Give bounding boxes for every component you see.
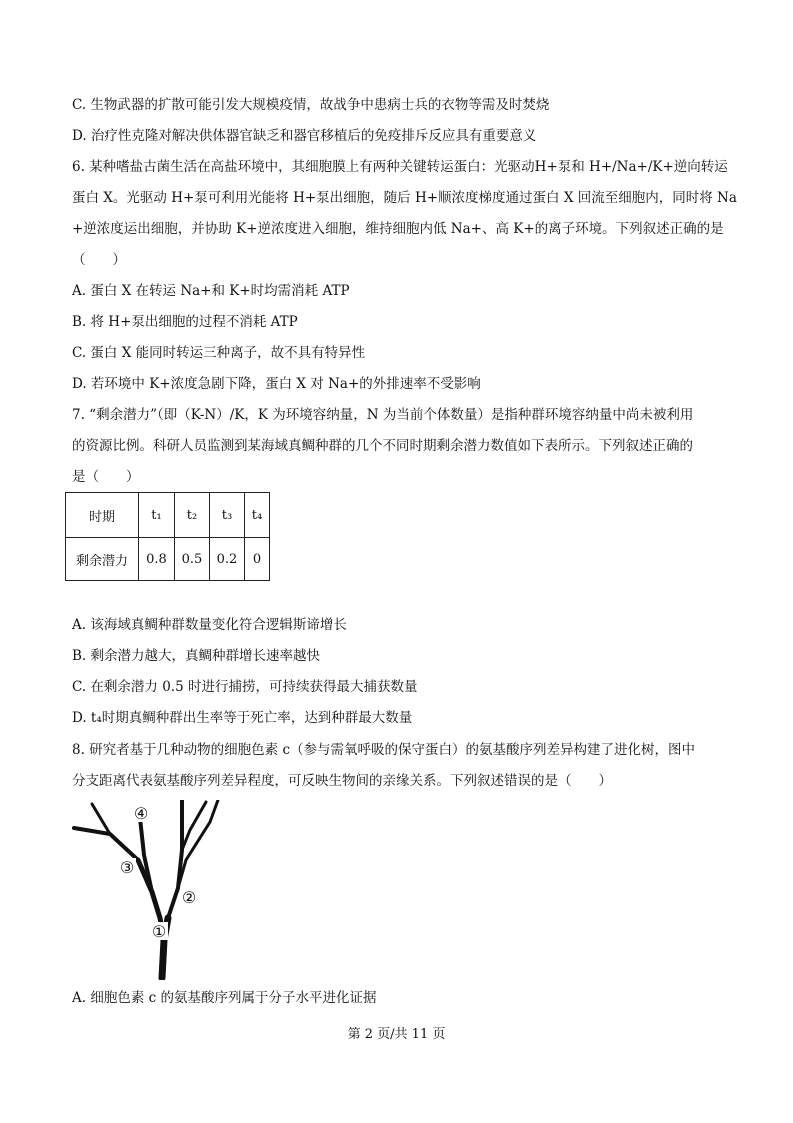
node-label-3: ③: [119, 858, 135, 877]
page-footer: 第 2 页/共 11 页: [347, 1027, 446, 1042]
option-7a: A. 该海域真鲷种群数量变化符合逻辑斯谛增长: [72, 617, 347, 633]
table-header-cell: t₂: [175, 493, 210, 538]
table-header-cell: 时期: [66, 493, 139, 538]
option-6d: D. 若环境中 K+浓度急剧下降，蛋白 X 对 Na+的外排速率不受影响: [72, 376, 481, 392]
question-7-line-1: 7. “剩余潜力”（即（K-N）/K，K 为环境容纳量，N 为当前个体数量）是指种群环境容纳量中尚未被利用: [72, 407, 694, 423]
node-label-4: ④: [133, 804, 149, 823]
table-row: [66, 538, 270, 581]
question-7-line-2: 的资源比例。科研人员监测到某海域真鲷种群的几个不同时期剩余潜力数值如下表所示。下列叙述正确的: [72, 438, 693, 454]
option-7b: B. 剩余潜力越大，真鲷种群增长速率越快: [72, 648, 321, 664]
option-7c: C. 在剩余潜力 0.5 时进行捕捞，可持续获得最大捕获数量: [72, 679, 418, 695]
question-8-line-2: 分支距离代表氨基酸序列差异程度，可反映生物间的亲缘关系。下列叙述错误的是（ ）: [72, 773, 612, 789]
node-label-1: ①: [151, 922, 167, 941]
table-cell: 0.2: [210, 538, 245, 581]
option-6b: B. 将 H+泵出细胞的过程不消耗 ATP: [72, 314, 298, 330]
table-header-cell: t₄: [245, 493, 270, 538]
potential-table: [65, 492, 270, 581]
node-label-2: ②: [181, 888, 197, 907]
table-cell: 0: [245, 538, 270, 581]
question-8-line-1: 8. 研究者基于几种动物的细胞色素 c（参与需氧呼吸的保守蛋白）的氨基酸序列差异构建了进化树，图中: [72, 742, 696, 758]
table-cell: 剩余潜力: [66, 538, 139, 581]
table-header-row: [66, 493, 270, 538]
table-cell: 0.8: [139, 538, 175, 581]
option-7d: D. t₄时期真鲷种群出生率等于死亡率，达到种群最大数量: [72, 710, 413, 726]
question-6-line-1: 6. 某种嗜盐古菌生活在高盐环境中，其细胞膜上有两种关键转运蛋白：光驱动H+泵和 H+/Na+/K+逆向转运: [72, 159, 728, 175]
question-6-line-4: （ ）: [72, 252, 126, 268]
option-5c: C. 生物武器的扩散可能引发大规模疫情，故战争中患病士兵的衣物等需及时焚烧: [72, 97, 550, 113]
question-6-line-3: +逆浓度运出细胞，并协助 K+逆浓度进入细胞，维持细胞内低 Na+、高 K+的离子环境。下列叙述正确的是: [72, 221, 724, 237]
evolution-tree-figure: [70, 800, 230, 980]
table-cell: 0.5: [175, 538, 210, 581]
option-6c: C. 蛋白 X 能同时转运三种离子，故不具有特异性: [72, 345, 366, 361]
option-6a: A. 蛋白 X 在转运 Na+和 K+时均需消耗 ATP: [72, 283, 350, 299]
table-header-cell: t₁: [139, 493, 175, 538]
question-7-line-3: 是（ ）: [72, 469, 140, 485]
table-header-cell: t₃: [210, 493, 245, 538]
option-8a: A. 细胞色素 c 的氨基酸序列属于分子水平进化证据: [72, 990, 377, 1006]
question-6-line-2: 蛋白 X。光驱动 H+泵可利用光能将 H+泵出细胞，随后 H+顺浓度梯度通过蛋白 X 回流至细胞内，同时将 Na: [72, 190, 737, 206]
option-5d: D. 治疗性克隆对解决供体器官缺乏和器官移植后的免疫排斥反应具有重要意义: [72, 128, 537, 144]
